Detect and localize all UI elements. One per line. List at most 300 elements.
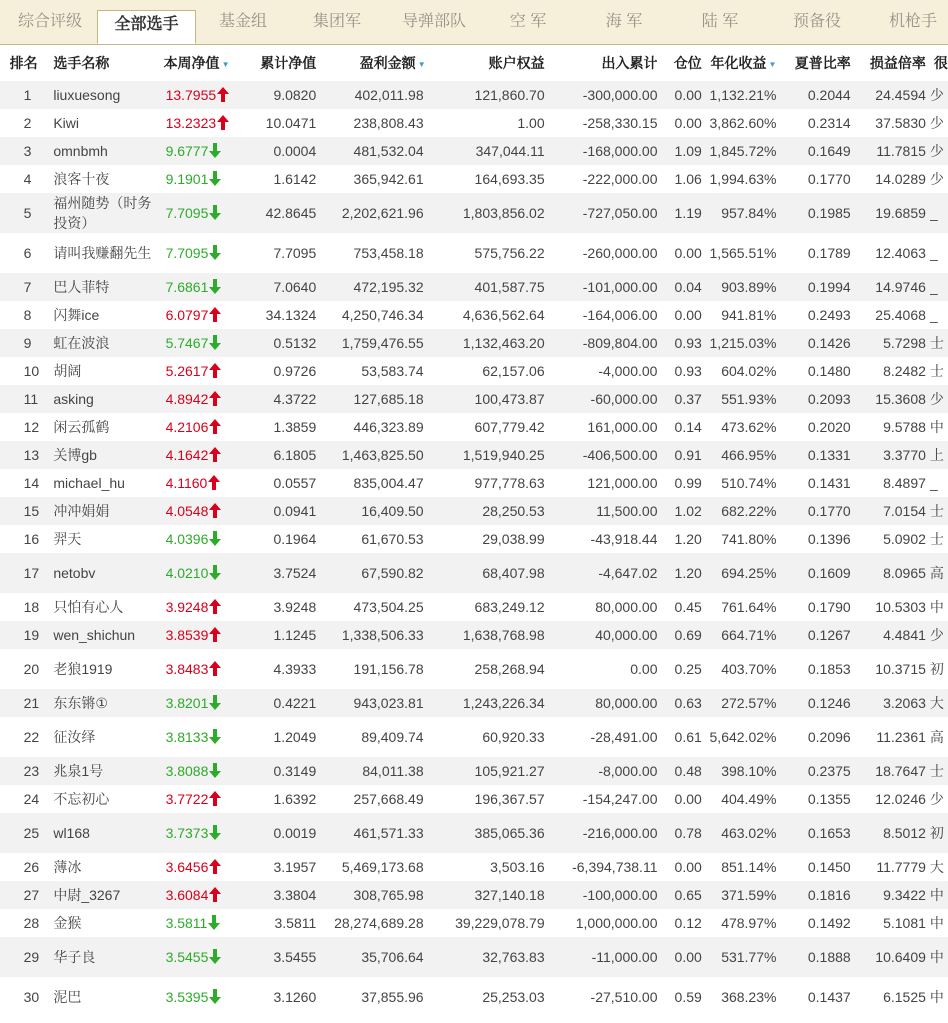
annual-return-cell: 478.97% [702,909,777,937]
player-name[interactable] [45,329,153,357]
table-row[interactable] [0,649,948,689]
player-name-link[interactable]: 巴人菲特 [53,279,110,295]
week-nav-cell [154,593,239,621]
cumulative-nav-cell: 6.1805 [238,441,318,469]
tab-air-force[interactable]: 空 军 [509,13,547,30]
cumulative-nav-cell: 7.0640 [238,273,318,301]
tab-army[interactable]: 陆 军 [701,13,739,30]
profit-loss-ratio-cell: 10.3715 [851,649,930,689]
week-nav-value: 3.7373 [165,825,209,841]
player-name-link[interactable]: 冲冲娟娟 [53,503,110,519]
truncated-rank-cell: _ [930,193,948,233]
cumulative-nav-cell: 3.5455 [238,937,318,977]
profit-loss-ratio-cell: 12.0246 [851,785,930,813]
truncated-rank-cell: 高 [930,553,948,593]
position-cell: 0.93 [657,357,701,385]
rank-cell: 26 [10,853,46,881]
cumulative-nav-cell: 1.6392 [238,785,318,813]
player-name[interactable] [45,137,153,165]
player-name-link[interactable]: 福州随势（时务投资） [53,195,152,231]
truncated-rank-cell: 少 [930,109,948,137]
profit-amount-cell: 473,504.25 [318,593,431,621]
player-name[interactable] [45,689,153,717]
header-annual-return[interactable]: 年化收益 ▼ [710,55,777,71]
position-cell: 1.09 [657,137,701,165]
table-row[interactable] [0,977,948,1017]
profit-loss-ratio-cell: 9.3422 [851,881,930,909]
player-name-link[interactable]: 羿天 [53,531,82,547]
profit-amount-cell: 89,409.74 [318,717,431,757]
net-flow-cell: 161,000.00 [545,413,658,441]
table-row[interactable] [0,469,948,497]
week-nav-value: 13.2323 [165,115,217,131]
rank-cell: 4 [10,165,46,193]
cumulative-nav-cell: 3.7524 [238,553,318,593]
table-row[interactable] [0,689,948,717]
account-equity-cell: 385,065.36 [432,813,545,853]
week-nav-value: 13.7955 [165,87,217,103]
profit-amount-cell: 238,808.43 [318,109,431,137]
week-nav-value: 7.6861 [165,279,209,295]
player-name-link[interactable]: wen_shichun [53,627,136,643]
player-name[interactable] [45,301,153,329]
sharpe-ratio-cell: 0.1649 [776,137,850,165]
profit-loss-ratio-cell: 5.7298 [851,329,930,357]
net-flow-cell: 1,000,000.00 [545,909,658,937]
player-name[interactable] [45,441,153,469]
table-row[interactable] [0,937,948,977]
table-row[interactable] [0,717,948,757]
cumulative-nav-cell: 34.1324 [238,301,318,329]
sort-desc-icon: ▼ [768,60,777,69]
tab-reserve[interactable]: 预备役 [792,13,841,30]
profit-loss-ratio-cell: 25.4068 [851,301,930,329]
player-name-link[interactable]: 兆泉1号 [53,763,104,779]
profit-loss-ratio-cell: 11.7815 [851,137,930,165]
player-name-link[interactable]: 中尉_3267 [53,887,121,903]
net-flow-cell: 121,000.00 [545,469,658,497]
sharpe-ratio-cell: 0.1426 [776,329,850,357]
table-row[interactable] [0,593,948,621]
table-row[interactable] [0,853,948,881]
week-nav-cell [154,937,239,977]
header-profit-amount[interactable]: 盈利金额 ▼ [359,55,426,71]
annual-return-cell: 1,565.51% [702,233,777,273]
player-name-link[interactable]: 虹在波浪 [53,335,110,351]
player-name[interactable] [45,909,153,937]
sharpe-ratio-cell: 0.2375 [776,757,850,785]
sharpe-ratio-cell: 0.2020 [776,413,850,441]
annual-return-cell: 272.57% [702,689,777,717]
player-name-link[interactable]: Kiwi [53,115,79,131]
truncated-rank-cell: 初 [930,649,948,689]
week-nav-value: 3.7722 [165,791,209,807]
week-nav-value: 4.0548 [165,503,209,519]
arrow-up-icon [209,859,221,874]
position-cell: 0.00 [657,81,701,109]
table-row[interactable] [0,881,948,909]
profit-loss-ratio-cell: 10.5303 [851,593,930,621]
player-name-link[interactable]: liuxuesong [53,87,121,103]
week-nav-value: 7.7095 [165,245,209,261]
net-flow-cell: -4,000.00 [545,357,658,385]
table-row[interactable] [0,385,948,413]
sharpe-ratio-cell: 0.1770 [776,497,850,525]
position-cell: 1.20 [657,525,701,553]
profit-loss-ratio-cell: 19.6859 [851,193,930,233]
player-name[interactable] [45,273,153,301]
table-row[interactable] [0,813,948,853]
row-spacer [0,813,10,853]
cumulative-nav-cell: 3.1260 [238,977,318,1017]
net-flow-cell: -258,330.15 [545,109,658,137]
profit-loss-ratio-cell: 8.5012 [851,813,930,853]
sharpe-ratio-cell: 0.1480 [776,357,850,385]
account-equity-cell: 105,921.27 [432,757,545,785]
account-equity-cell: 683,249.12 [432,593,545,621]
position-cell: 0.00 [657,301,701,329]
arrow-up-icon [209,503,221,518]
player-name[interactable] [45,165,153,193]
player-name-link[interactable]: 征汝绎 [53,729,96,745]
account-equity-cell: 39,229,078.79 [432,909,545,937]
player-name[interactable] [45,193,153,233]
tab-all-players[interactable]: 全部选手 [97,10,196,44]
arrow-up-icon [217,87,229,102]
row-spacer [0,301,10,329]
profit-amount-cell: 308,765.98 [318,881,431,909]
cumulative-nav-cell: 0.1964 [238,525,318,553]
annual-return-cell: 531.77% [702,937,777,977]
position-cell: 0.45 [657,593,701,621]
sort-desc-icon: ▼ [221,60,230,69]
player-name[interactable] [45,525,153,553]
player-name-link[interactable]: 薄冰 [53,859,82,875]
table-row[interactable] [0,909,948,937]
player-name-link[interactable]: 关博gb [53,447,97,463]
player-name[interactable] [45,621,153,649]
player-name-link[interactable]: asking [53,391,94,407]
truncated-rank-cell: 中 [930,413,948,441]
cumulative-nav-cell: 3.9248 [238,593,318,621]
table-row[interactable] [0,413,948,441]
cumulative-nav-cell: 3.5811 [238,909,318,937]
account-equity-cell: 164,693.35 [432,165,545,193]
position-cell: 0.93 [657,329,701,357]
annual-return-cell: 403.70% [702,649,777,689]
table-row[interactable] [0,109,948,137]
profit-loss-ratio-cell: 10.6409 [851,937,930,977]
player-name[interactable] [45,853,153,881]
rank-cell: 22 [10,717,46,757]
net-flow-cell: 80,000.00 [545,593,658,621]
rank-cell: 21 [10,689,46,717]
table-row[interactable] [0,621,948,649]
tab-missile-force[interactable]: 导弹部队 [401,13,466,30]
ranking-table [0,45,948,1017]
cumulative-nav-cell: 10.0471 [238,109,318,137]
net-flow-cell: 80,000.00 [545,689,658,717]
arrow-up-icon [209,307,221,322]
tab-group-army[interactable]: 集团军 [312,13,361,30]
week-nav-value: 4.8942 [165,391,209,407]
rank-cell: 17 [10,553,46,593]
week-nav-cell [154,813,239,853]
net-flow-cell: -164,006.00 [545,301,658,329]
rank-cell: 10 [10,357,46,385]
row-spacer [0,525,10,553]
player-name[interactable] [45,881,153,909]
annual-return-cell: 903.89% [702,273,777,301]
account-equity-cell: 196,367.57 [432,785,545,813]
table-row[interactable] [0,497,948,525]
table-row[interactable] [0,329,948,357]
week-nav-cell [154,497,239,525]
player-name[interactable] [45,813,153,853]
week-nav-cell [154,357,239,385]
table-row[interactable] [0,301,948,329]
position-cell: 0.00 [657,109,701,137]
player-name-link[interactable]: michael_hu [53,475,125,491]
week-nav-value: 7.7095 [165,205,209,221]
week-nav-cell [154,329,239,357]
profit-amount-cell: 35,706.64 [318,937,431,977]
profit-loss-ratio-cell: 5.1081 [851,909,930,937]
player-name-link[interactable]: 浪客十夜 [53,171,110,187]
week-nav-cell [154,109,239,137]
rank-cell: 30 [10,977,46,1017]
arrow-up-icon [209,627,221,642]
player-name[interactable] [45,937,153,977]
player-name-link[interactable]: netobv [53,565,96,581]
week-nav-cell [154,441,239,469]
cumulative-nav-cell: 0.0941 [238,497,318,525]
week-nav-cell [154,649,239,689]
arrow-down-icon [209,825,221,840]
header-spacer [0,45,10,81]
sharpe-ratio-cell: 0.2096 [776,717,850,757]
account-equity-cell: 1,519,940.25 [432,441,545,469]
header-cumulative-nav: 累计净值 [260,55,317,71]
account-equity-cell: 1,132,463.20 [432,329,545,357]
profit-amount-cell: 1,463,825.50 [318,441,431,469]
profit-loss-ratio-cell: 15.3608 [851,385,930,413]
week-nav-cell [154,301,239,329]
player-name[interactable] [45,109,153,137]
arrow-down-icon [209,729,221,744]
net-flow-cell: 0.00 [545,649,658,689]
player-name[interactable] [45,593,153,621]
player-name-link[interactable]: 东东锵① [53,695,108,711]
table-row[interactable] [0,273,948,301]
row-spacer [0,109,10,137]
player-name-link[interactable]: 请叫我赚翻先生 [53,245,152,261]
header-rank: 排名 [9,55,38,71]
table-header-row [0,45,948,81]
header-week-nav[interactable]: 本周净值 ▼ [163,55,230,71]
arrow-down-icon [209,143,221,158]
net-flow-cell: -168,000.00 [545,137,658,165]
week-nav-cell [154,81,239,109]
table-row[interactable] [0,553,948,593]
account-equity-cell: 575,756.22 [432,233,545,273]
player-name-link[interactable]: 闲云孤鹤 [53,419,110,435]
table-row[interactable] [0,81,948,109]
account-equity-cell: 60,920.33 [432,717,545,757]
position-cell: 0.00 [657,785,701,813]
rank-cell: 3 [10,137,46,165]
position-cell: 0.59 [657,977,701,1017]
table-row[interactable] [0,441,948,469]
player-name-link[interactable]: 金猴 [53,915,82,931]
account-equity-cell: 68,407.98 [432,553,545,593]
profit-amount-cell: 461,571.33 [318,813,431,853]
cumulative-nav-cell: 0.0004 [238,137,318,165]
week-nav-cell [154,977,239,1017]
player-name[interactable] [45,649,153,689]
player-name[interactable] [45,977,153,1017]
table-row[interactable] [0,233,948,273]
arrow-down-icon [209,695,221,710]
row-spacer [0,413,10,441]
table-row[interactable] [0,137,948,165]
truncated-rank-cell: 少 [930,137,948,165]
row-spacer [0,553,10,593]
rank-cell: 7 [10,273,46,301]
cumulative-nav-cell: 4.3722 [238,385,318,413]
week-nav-value: 3.9248 [165,599,209,615]
player-name[interactable] [45,469,153,497]
player-name-link[interactable]: 只怕有心人 [53,599,124,615]
account-equity-cell: 29,038.99 [432,525,545,553]
position-cell: 0.00 [657,853,701,881]
player-name[interactable] [45,233,153,273]
truncated-rank-cell: 高 [930,717,948,757]
truncated-rank-cell: 士 [930,757,948,785]
player-name-link[interactable]: 胡阔 [53,363,82,379]
tab-gunner[interactable]: 机枪手 [888,13,937,30]
rank-cell: 6 [10,233,46,273]
position-cell: 0.91 [657,441,701,469]
profit-amount-cell: 402,011.98 [318,81,431,109]
player-name[interactable] [45,385,153,413]
annual-return-cell: 398.10% [702,757,777,785]
header-sharpe-ratio: 夏普比率 [794,55,851,71]
net-flow-cell: -222,000.00 [545,165,658,193]
player-name[interactable] [45,357,153,385]
rank-cell: 11 [10,385,46,413]
account-equity-cell: 258,268.94 [432,649,545,689]
account-equity-cell: 347,044.11 [432,137,545,165]
tab-composite-rating[interactable]: 综合评级 [17,13,82,30]
player-name-link[interactable]: 不忘初心 [53,791,110,807]
arrow-up-icon [209,791,221,806]
player-name[interactable] [45,757,153,785]
profit-amount-cell: 84,011.38 [318,757,431,785]
sharpe-ratio-cell: 0.1770 [776,165,850,193]
position-cell: 0.00 [657,937,701,977]
week-nav-cell [154,385,239,413]
player-name[interactable] [45,413,153,441]
player-name[interactable] [45,497,153,525]
player-name[interactable] [45,717,153,757]
rank-cell: 25 [10,813,46,853]
account-equity-cell: 25,253.03 [432,977,545,1017]
sharpe-ratio-cell: 0.1789 [776,233,850,273]
sharpe-ratio-cell: 0.2493 [776,301,850,329]
net-flow-cell: -28,491.00 [545,717,658,757]
player-name-link[interactable]: wl168 [53,825,90,841]
annual-return-cell: 664.71% [702,621,777,649]
truncated-rank-cell: 中 [930,937,948,977]
player-name[interactable] [45,81,153,109]
header-position: 仓位 [673,55,702,71]
position-cell: 1.02 [657,497,701,525]
sharpe-ratio-cell: 0.1331 [776,441,850,469]
cumulative-nav-cell: 42.8645 [238,193,318,233]
net-flow-cell: -6,394,738.11 [545,853,658,881]
profit-loss-ratio-cell: 11.7779 [851,853,930,881]
row-spacer [0,137,10,165]
cumulative-nav-cell: 0.0019 [238,813,318,853]
profit-amount-cell: 2,202,621.96 [318,193,431,233]
player-name-link[interactable]: 泥巴 [53,989,82,1005]
truncated-rank-cell: 少 [930,385,948,413]
rank-cell: 19 [10,621,46,649]
table-row[interactable] [0,193,948,233]
arrow-down-icon [209,531,221,546]
table-row[interactable] [0,785,948,813]
table-row[interactable] [0,165,948,193]
truncated-rank-cell: 大 [930,853,948,881]
tab-fund-group[interactable]: 基金组 [218,13,267,30]
account-equity-cell: 4,636,562.64 [432,301,545,329]
week-nav-value: 4.0210 [165,565,209,581]
player-name-link[interactable]: omnbmh [53,143,108,159]
sharpe-ratio-cell: 0.2093 [776,385,850,413]
cumulative-nav-cell: 1.1245 [238,621,318,649]
position-cell: 0.48 [657,757,701,785]
row-spacer [0,329,10,357]
net-flow-cell: -43,918.44 [545,525,658,553]
position-cell: 0.61 [657,717,701,757]
player-name[interactable] [45,553,153,593]
player-name-link[interactable]: 老狼1919 [53,661,113,677]
position-cell: 0.25 [657,649,701,689]
week-nav-cell [154,717,239,757]
net-flow-cell: -727,050.00 [545,193,658,233]
player-name-link[interactable]: 华子良 [53,949,96,965]
net-flow-cell: -11,000.00 [545,937,658,977]
profit-amount-cell: 257,668.49 [318,785,431,813]
arrow-up-icon [209,599,221,614]
table-row[interactable] [0,525,948,553]
cumulative-nav-cell: 9.0820 [238,81,318,109]
player-name-link[interactable]: 闪舞ice [53,307,100,323]
tab-navy[interactable]: 海 军 [605,13,643,30]
player-name[interactable] [45,785,153,813]
arrow-up-icon [209,447,221,462]
truncated-rank-cell: 士 [930,329,948,357]
profit-loss-ratio-cell: 4.4841 [851,621,930,649]
row-spacer [0,937,10,977]
table-row[interactable] [0,757,948,785]
sort-desc-icon: ▼ [417,60,426,69]
week-nav-value: 3.5811 [165,915,208,931]
arrow-down-icon [209,335,221,350]
annual-return-cell: 463.02% [702,813,777,853]
table-row[interactable] [0,357,948,385]
